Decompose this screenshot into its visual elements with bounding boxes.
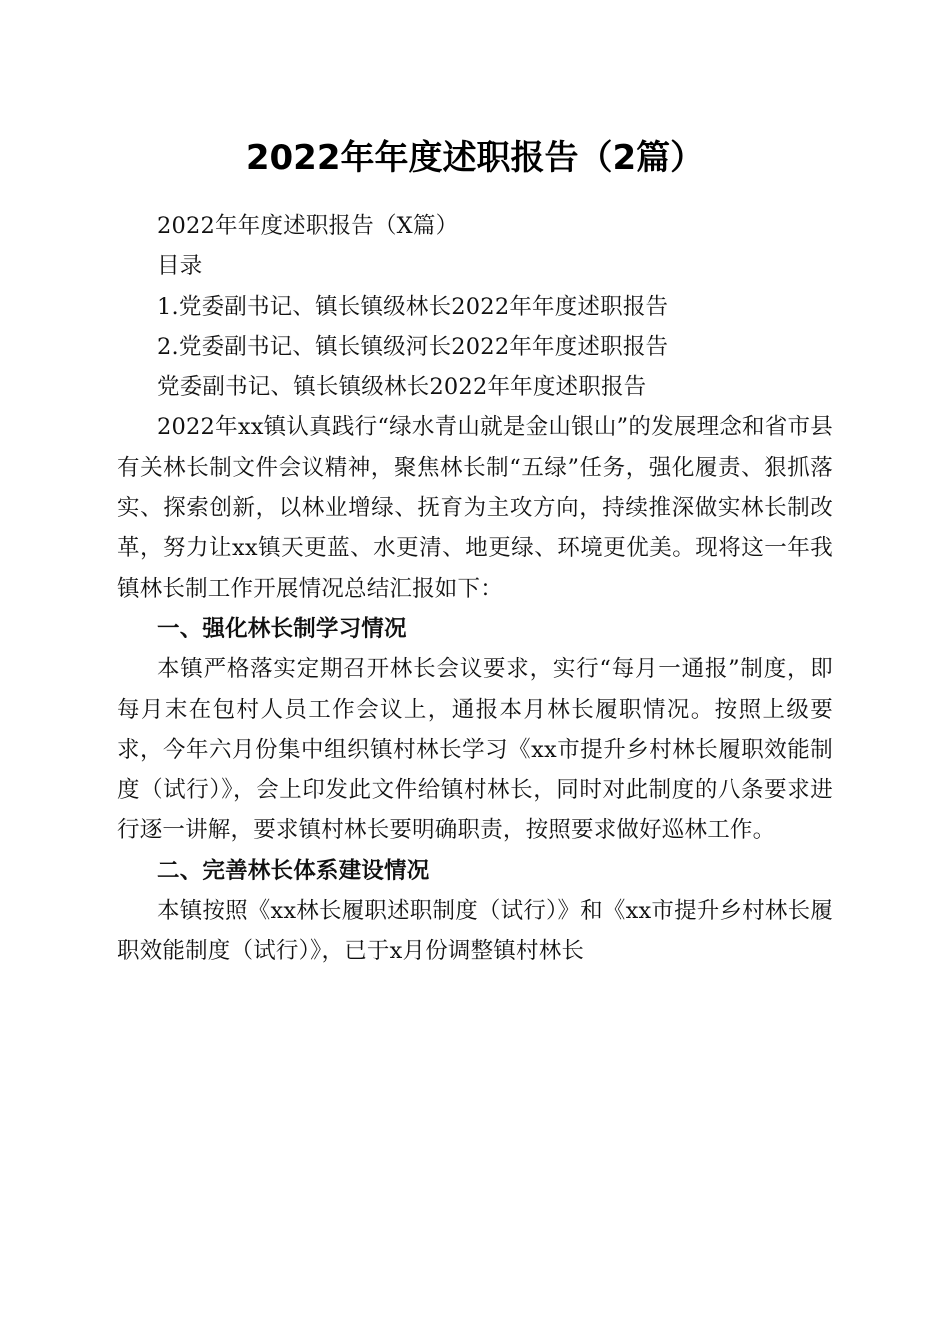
paragraph-1: 本镇严格落实定期召开林长会议要求，实行“每月一通报”制度，即每月末在包村人员工作会议上，通报本月林长履职情况。按照上级要求，今年六月份集中组织镇村林长学习《xx市提升乡村林长履职效能制度（试行）》，会上印发此文件给镇村林长，同时对此制度的八条要求进行逐一讲解，要求镇村林长要明确职责，按照要求做好巡林工作。 (117, 656, 833, 844)
intro-paragraph: 2022年xx镇认真践行“绿水青山就是金山银山”的发展理念和省市县有关林长制文件会议精神，聚焦林长制“五绿”任务，强化履责、狠抓落实、探索创新，以林业增绿、抚育为主攻方向，持续推深做实林长制改革，努力让xx镇天更蓝、水更清、地更绿、环境更优美。现将这一年我镇林长制工作开展情况总结汇报如下： (117, 414, 833, 602)
document-subtitle: 2022年年度述职报告（X篇） (157, 213, 459, 239)
paragraph-2: 本镇按照《xx林长履职述职制度（试行）》和《xx市提升乡村林长履职效能制度（试行）》，已于x月份调整镇村林长 (117, 898, 833, 965)
heading-2: 二、完善林长体系建设情况 (157, 857, 430, 884)
section-title: 党委副书记、镇长镇级林长2022年年度述职报告 (157, 374, 647, 401)
toc-item-2: 2.党委副书记、镇长镇级河长2022年年度述职报告 (157, 333, 669, 360)
toc-item-1: 1.党委副书记、镇长镇级林长2022年年度述职报告 (157, 293, 669, 320)
document-title: 2022年年度述职报告（2篇） (245, 138, 705, 178)
heading-1: 一、强化林长制学习情况 (157, 615, 407, 642)
document-body (117, 206, 833, 972)
toc-label: 目录 (157, 253, 203, 280)
